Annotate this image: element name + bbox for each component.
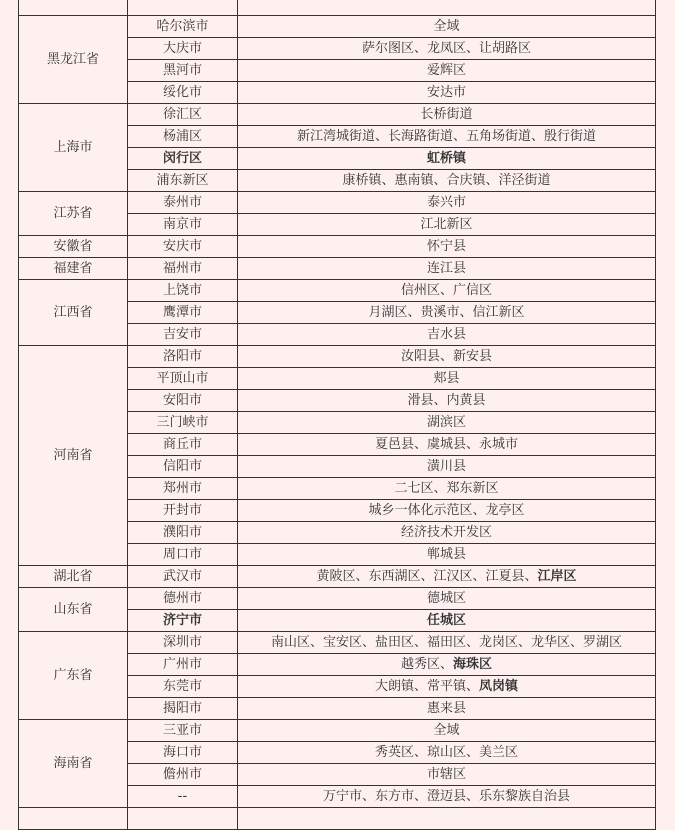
district-cell: 月湖区、贵溪市、信江新区 [238, 302, 656, 324]
province-cell: 江苏省 [19, 192, 128, 236]
district-cell: 新江湾城街道、长海路街道、五角场街道、殷行街道 [238, 126, 656, 148]
district-cell [238, 566, 656, 588]
district-cell: 安达市 [238, 82, 656, 104]
table-row [19, 104, 656, 126]
district-cell: 二七区、郑东新区 [238, 478, 656, 500]
district-cell: 全域 [238, 720, 656, 742]
city-cell: 闵行区 [128, 148, 238, 170]
district-cell: 滑县、内黄县 [238, 390, 656, 412]
city-cell: 揭阳市 [128, 698, 238, 720]
city-cell: 南京市 [128, 214, 238, 236]
province-cell: 安徽省 [19, 236, 128, 258]
table-row [19, 236, 656, 258]
table-row [19, 280, 656, 302]
district-cell: 全域 [238, 16, 656, 38]
province-cell [19, 0, 128, 16]
district-cell: 秀英区、琼山区、美兰区 [238, 742, 656, 764]
city-cell [128, 0, 238, 16]
city-cell: 泰州市 [128, 192, 238, 214]
district-cell: 南山区、宝安区、盐田区、福田区、龙岗区、龙华区、罗湖区 [238, 632, 656, 654]
district-cell: 任城区 [238, 610, 656, 632]
district-cell: 连江县 [238, 258, 656, 280]
district-cell: 信州区、广信区 [238, 280, 656, 302]
province-cell: 福建省 [19, 258, 128, 280]
district-cell: 市辖区 [238, 764, 656, 786]
city-cell: 黑河市 [128, 60, 238, 82]
province-cell: 山东省 [19, 588, 128, 632]
district-text-bold: 凤岗镇 [479, 679, 519, 694]
district-cell: 汝阳县、新安县 [238, 346, 656, 368]
city-cell: 济宁市 [128, 610, 238, 632]
district-cell: 经济技术开发区 [238, 522, 656, 544]
district-cell [238, 0, 656, 16]
district-cell [238, 654, 656, 676]
city-cell: 安阳市 [128, 390, 238, 412]
district-cell: 虹桥镇 [238, 148, 656, 170]
city-cell: 商丘市 [128, 434, 238, 456]
city-cell: 鹰潭市 [128, 302, 238, 324]
page-container [18, 0, 655, 830]
province-cell [19, 808, 128, 830]
city-cell: 武汉市 [128, 566, 238, 588]
city-cell: 信阳市 [128, 456, 238, 478]
table-row [19, 632, 656, 654]
district-cell: 萨尔图区、龙凤区、让胡路区 [238, 38, 656, 60]
district-cell: 惠来县 [238, 698, 656, 720]
city-cell: 平顶山市 [128, 368, 238, 390]
province-cell: 江西省 [19, 280, 128, 346]
district-cell: 郏县 [238, 368, 656, 390]
province-cell: 海南省 [19, 720, 128, 808]
district-cell: 万宁市、东方市、澄迈县、乐东黎族自治县 [238, 786, 656, 808]
city-cell: 郑州市 [128, 478, 238, 500]
city-cell: 海口市 [128, 742, 238, 764]
region-table [18, 0, 656, 830]
city-cell: 浦东新区 [128, 170, 238, 192]
district-cell: 怀宁县 [238, 236, 656, 258]
city-cell: 三门峡市 [128, 412, 238, 434]
district-cell: 夏邑县、虞城县、永城市 [238, 434, 656, 456]
table-row [19, 16, 656, 38]
district-cell: 德城区 [238, 588, 656, 610]
district-text-bold: 海珠区 [453, 657, 493, 672]
city-cell: 上饶市 [128, 280, 238, 302]
district-cell: 江北新区 [238, 214, 656, 236]
city-cell: 深圳市 [128, 632, 238, 654]
province-cell: 黑龙江省 [19, 16, 128, 104]
district-cell: 湖滨区 [238, 412, 656, 434]
table-row [19, 566, 656, 588]
city-cell: 大庆市 [128, 38, 238, 60]
province-cell: 广东省 [19, 632, 128, 720]
table-row [19, 258, 656, 280]
table-row [19, 720, 656, 742]
district-cell: 长桥街道 [238, 104, 656, 126]
district-cell [238, 676, 656, 698]
city-cell: 开封市 [128, 500, 238, 522]
district-cell [238, 808, 656, 830]
district-cell: 吉水县 [238, 324, 656, 346]
city-cell: 洛阳市 [128, 346, 238, 368]
district-cell: 康桥镇、惠南镇、合庆镇、洋泾街道 [238, 170, 656, 192]
district-cell: 潢川县 [238, 456, 656, 478]
city-cell: 杨浦区 [128, 126, 238, 148]
city-cell: 德州市 [128, 588, 238, 610]
district-cell: 爱辉区 [238, 60, 656, 82]
province-cell: 湖北省 [19, 566, 128, 588]
city-cell: 福州市 [128, 258, 238, 280]
district-text: 黄陂区、东西湖区、江汉区、江夏县、 [316, 569, 538, 584]
province-cell: 河南省 [19, 346, 128, 566]
district-cell: 郸城县 [238, 544, 656, 566]
city-cell: 广州市 [128, 654, 238, 676]
table-row [19, 808, 656, 830]
city-cell: 儋州市 [128, 764, 238, 786]
city-cell: 哈尔滨市 [128, 16, 238, 38]
province-cell: 上海市 [19, 104, 128, 192]
table-row [19, 346, 656, 368]
city-cell: 吉安市 [128, 324, 238, 346]
city-cell: 东莞市 [128, 676, 238, 698]
city-cell: 濮阳市 [128, 522, 238, 544]
district-text-bold: 江岸区 [537, 569, 577, 584]
district-text: 越秀区、 [400, 657, 453, 672]
city-cell: 周口市 [128, 544, 238, 566]
city-cell: 安庆市 [128, 236, 238, 258]
city-cell: -- [128, 786, 238, 808]
city-cell [128, 808, 238, 830]
table-row [19, 192, 656, 214]
table-row [19, 0, 656, 16]
city-cell: 徐汇区 [128, 104, 238, 126]
district-text: 大朗镇、常平镇、 [374, 679, 479, 694]
table-row [19, 588, 656, 610]
district-cell: 泰兴市 [238, 192, 656, 214]
city-cell: 三亚市 [128, 720, 238, 742]
city-cell: 绥化市 [128, 82, 238, 104]
district-cell: 城乡一体化示范区、龙亭区 [238, 500, 656, 522]
